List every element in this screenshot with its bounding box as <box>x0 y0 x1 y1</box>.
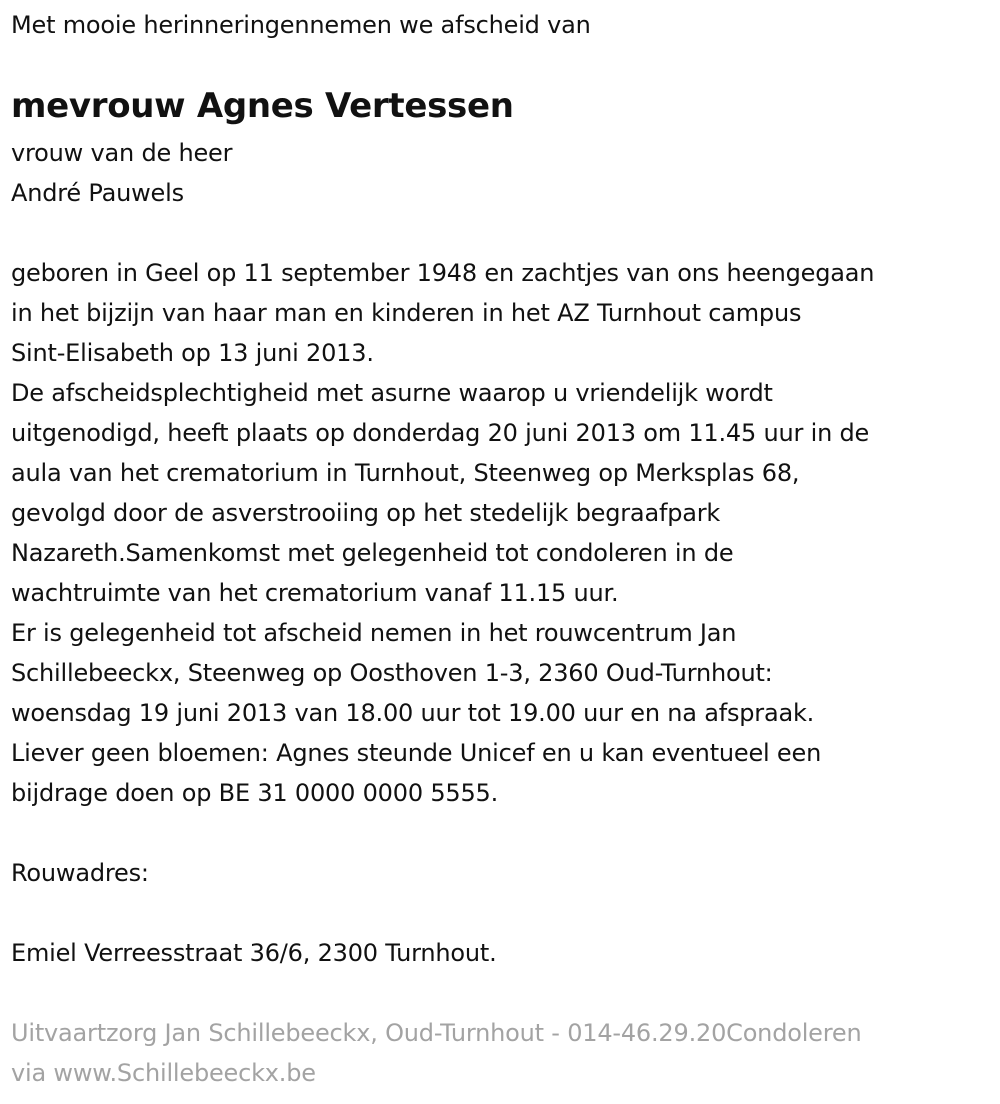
body-line: woensdag 19 juni 2013 van 18.00 uur tot 19.00 uur en na afspraak. <box>11 699 815 727</box>
footer-via-text: via <box>11 1059 54 1087</box>
deceased-name: mevrouw Agnes Vertessen <box>11 86 514 126</box>
body-line: gevolgd door de asverstrooiing op het stedelijk begraafpark <box>11 499 721 527</box>
body-line: bijdrage doen op BE 31 0000 0000 5555. <box>11 779 499 807</box>
spouse-block <box>11 133 232 213</box>
notice-body <box>11 253 874 813</box>
body-line: uitgenodigd, heeft plaats op donderdag 20 juni 2013 om 11.45 uur in de <box>11 419 870 447</box>
intro-text: Met mooie herinneringennemen we afscheid van <box>11 11 591 39</box>
spouse-line-2: André Pauwels <box>11 179 184 207</box>
body-line: Sint-Elisabeth op 13 juni 2013. <box>11 339 374 367</box>
body-line: Nazareth.Samenkomst met gelegenheid tot condoleren in de <box>11 539 734 567</box>
body-line: wachtruimte van het crematorium vanaf 11.15 uur. <box>11 579 619 607</box>
body-line: Liever geen bloemen: Agnes steunde Unicef en u kan eventueel een <box>11 739 822 767</box>
body-line: De afscheidsplechtigheid met asurne waarop u vriendelijk wordt <box>11 379 773 407</box>
body-line: geboren in Geel op 11 september 1948 en zachtjes van ons heengegaan <box>11 259 875 287</box>
footer-line-1: Uitvaartzorg Jan Schillebeeckx, Oud-Turnhout - 014-46.29.20Condoleren <box>11 1019 862 1047</box>
body-line: Schillebeeckx, Steenweg op Oosthoven 1-3, 2360 Oud-Turnhout: <box>11 659 773 687</box>
body-line: in het bijzijn van haar man en kinderen in het AZ Turnhout campus <box>11 299 802 327</box>
funeral-home-footer <box>11 1013 861 1093</box>
footer-line-2 <box>11 1053 861 1093</box>
website-link[interactable]: www.Schillebeeckx.be <box>53 1059 316 1087</box>
rouwadres-address: Emiel Verreesstraat 36/6, 2300 Turnhout. <box>11 939 497 967</box>
spouse-line-1: vrouw van de heer <box>11 139 233 167</box>
rouwadres-label: Rouwadres: <box>11 859 149 887</box>
body-line: Er is gelegenheid tot afscheid nemen in het rouwcentrum Jan <box>11 619 737 647</box>
body-line: aula van het crematorium in Turnhout, Steenweg op Merksplas 68, <box>11 459 800 487</box>
